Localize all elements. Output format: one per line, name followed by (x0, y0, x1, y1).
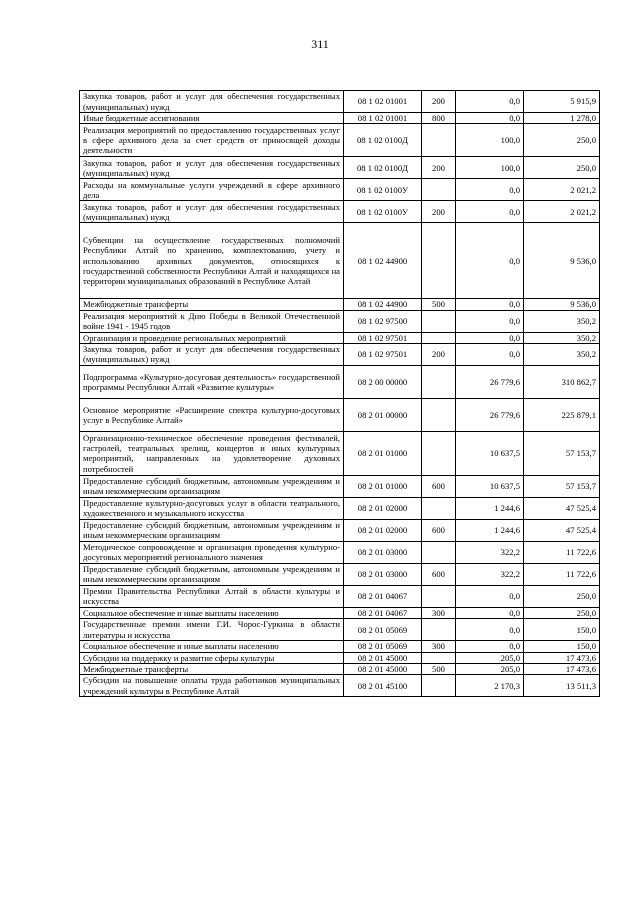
budget-item-name: Субвенции на осуществление государственных полномочий Республики Алтай по хранению, комплектованию, учету и использованию архивных документов, относящихся к государственной собственности Республики Алтай и находящихся на территории муниципальных образований в Республике Алтай (80, 223, 344, 299)
amount-column-1: 26 779,6 (456, 365, 524, 398)
amount-column-1: 0,0 (456, 223, 524, 299)
budget-table (79, 90, 600, 697)
expense-type-code: 300 (422, 641, 456, 652)
table-row (80, 475, 600, 497)
expense-type-code: 200 (422, 157, 456, 179)
table-row (80, 497, 600, 519)
amount-column-1: 0,0 (456, 332, 524, 343)
amount-column-1: 10 637,5 (456, 431, 524, 475)
amount-column-2: 47 525,4 (524, 519, 600, 541)
expense-type-code (422, 652, 456, 663)
budget-classification-code: 08 2 01 45000 (344, 663, 422, 674)
budget-classification-code: 08 2 01 01000 (344, 431, 422, 475)
amount-column-2: 350,2 (524, 343, 600, 365)
expense-type-code (422, 431, 456, 475)
amount-column-1: 0,0 (456, 343, 524, 365)
budget-item-name: Закупка товаров, работ и услуг для обеспечения государственных (муниципальных) нужд (80, 157, 344, 179)
table-row (80, 652, 600, 663)
table-row (80, 365, 600, 398)
amount-column-2: 250,0 (524, 585, 600, 607)
amount-column-2: 9 536,0 (524, 299, 600, 310)
table-row (80, 223, 600, 299)
amount-column-1: 10 637,5 (456, 475, 524, 497)
table-row (80, 563, 600, 585)
expense-type-code (422, 497, 456, 519)
budget-classification-code: 08 2 01 03000 (344, 541, 422, 563)
table-row (80, 179, 600, 201)
budget-item-name: Организационно-техническое обеспечение проведения фестивалей, гастролей, театральных зрелищ, концертов и иных культурных мероприятий, направленных на удовлетворение духовных потребностей (80, 431, 344, 475)
amount-column-1: 0,0 (456, 641, 524, 652)
budget-item-name: Организация и проведение региональных мероприятий (80, 332, 344, 343)
amount-column-2: 9 536,0 (524, 223, 600, 299)
amount-column-2: 225 879,1 (524, 398, 600, 431)
budget-classification-code: 08 1 02 0100У (344, 179, 422, 201)
amount-column-1: 26 779,6 (456, 398, 524, 431)
budget-item-name: Премии Правительства Республики Алтай в области культуры и искусства (80, 585, 344, 607)
budget-table-body (80, 91, 600, 697)
table-row (80, 398, 600, 431)
budget-item-name: Закупка товаров, работ и услуг для обеспечения государственных (муниципальных) нужд (80, 343, 344, 365)
table-row (80, 113, 600, 124)
amount-column-2: 57 153,7 (524, 431, 600, 475)
amount-column-1: 2 170,3 (456, 675, 524, 697)
budget-classification-code: 08 2 01 05069 (344, 641, 422, 652)
budget-item-name: Реализация мероприятий по предоставлению государственных услуг в сфере архивного дела за счет средств от приносящей доходы деятельности (80, 124, 344, 157)
amount-column-1: 0,0 (456, 91, 524, 113)
expense-type-code: 300 (422, 607, 456, 618)
amount-column-1: 100,0 (456, 157, 524, 179)
amount-column-1: 0,0 (456, 179, 524, 201)
budget-classification-code: 08 2 01 04067 (344, 607, 422, 618)
amount-column-1: 0,0 (456, 299, 524, 310)
budget-classification-code: 08 1 02 0100Д (344, 157, 422, 179)
amount-column-1: 205,0 (456, 663, 524, 674)
amount-column-2: 17 473,6 (524, 663, 600, 674)
amount-column-1: 0,0 (456, 585, 524, 607)
amount-column-1: 0,0 (456, 310, 524, 332)
amount-column-2: 150,0 (524, 641, 600, 652)
budget-item-name: Межбюджетные трансферты (80, 299, 344, 310)
budget-item-name: Основное мероприятие «Расширение спектра культурно-досуговых услуг в Республике Алтай» (80, 398, 344, 431)
expense-type-code (422, 585, 456, 607)
budget-classification-code: 08 1 02 0100У (344, 201, 422, 223)
budget-item-name: Закупка товаров, работ и услуг для обеспечения государственных (муниципальных) нужд (80, 201, 344, 223)
amount-column-1: 1 244,6 (456, 519, 524, 541)
amount-column-2: 5 915,9 (524, 91, 600, 113)
budget-classification-code: 08 2 01 00000 (344, 398, 422, 431)
expense-type-code (422, 310, 456, 332)
expense-type-code: 200 (422, 201, 456, 223)
amount-column-2: 250,0 (524, 157, 600, 179)
amount-column-2: 13 511,3 (524, 675, 600, 697)
amount-column-1: 322,2 (456, 541, 524, 563)
amount-column-2: 350,2 (524, 332, 600, 343)
table-row (80, 607, 600, 618)
table-row (80, 124, 600, 157)
expense-type-code (422, 619, 456, 641)
table-row (80, 343, 600, 365)
budget-item-name: Подпрограмма «Культурно-досуговая деятельность» государственной программы Республики Алтай «Развитие культуры» (80, 365, 344, 398)
table-row (80, 585, 600, 607)
budget-item-name: Расходы на коммунальные услуги учреждений в сфере архивного дела (80, 179, 344, 201)
budget-classification-code: 08 1 02 97501 (344, 332, 422, 343)
expense-type-code (422, 124, 456, 157)
expense-type-code (422, 541, 456, 563)
budget-item-name: Межбюджетные трансферты (80, 663, 344, 674)
expense-type-code (422, 365, 456, 398)
budget-classification-code: 08 2 01 05069 (344, 619, 422, 641)
expense-type-code (422, 675, 456, 697)
budget-item-name: Предоставление культурно-досуговых услуг в области театрального, художественного и музыкального искусства (80, 497, 344, 519)
amount-column-1: 322,2 (456, 563, 524, 585)
amount-column-2: 310 862,7 (524, 365, 600, 398)
amount-column-1: 0,0 (456, 607, 524, 618)
table-row (80, 310, 600, 332)
budget-classification-code: 08 1 02 44900 (344, 299, 422, 310)
expense-type-code: 500 (422, 663, 456, 674)
table-row (80, 519, 600, 541)
page-number: 311 (311, 37, 329, 51)
budget-classification-code: 08 1 02 97500 (344, 310, 422, 332)
expense-type-code (422, 332, 456, 343)
table-row (80, 663, 600, 674)
budget-item-name: Предоставление субсидий бюджетным, автономным учреждениям и иным некоммерческим организациям (80, 519, 344, 541)
amount-column-1: 1 244,6 (456, 497, 524, 519)
budget-item-name: Реализация мероприятий к Дню Победы в Великой Отечественной войне 1941 - 1945 годов (80, 310, 344, 332)
table-row (80, 541, 600, 563)
table-row (80, 675, 600, 697)
budget-classification-code: 08 2 01 45100 (344, 675, 422, 697)
table-row (80, 641, 600, 652)
table-row (80, 157, 600, 179)
table-row (80, 299, 600, 310)
budget-item-name: Государственные премии имени Г.И. Чорос-Гуркина в области литературы и искусства (80, 619, 344, 641)
budget-item-name: Предоставление субсидий бюджетным, автономным учреждениям и иным некоммерческим организациям (80, 563, 344, 585)
amount-column-1: 0,0 (456, 113, 524, 124)
amount-column-2: 150,0 (524, 619, 600, 641)
table-row (80, 619, 600, 641)
expense-type-code (422, 398, 456, 431)
budget-classification-code: 08 1 02 0100Д (344, 124, 422, 157)
budget-classification-code: 08 1 02 01001 (344, 91, 422, 113)
expense-type-code: 600 (422, 519, 456, 541)
table-row (80, 201, 600, 223)
budget-classification-code: 08 2 01 02000 (344, 497, 422, 519)
amount-column-2: 350,2 (524, 310, 600, 332)
table-row (80, 431, 600, 475)
table-row (80, 332, 600, 343)
budget-classification-code: 08 2 01 45000 (344, 652, 422, 663)
amount-column-2: 57 153,7 (524, 475, 600, 497)
budget-classification-code: 08 2 01 04067 (344, 585, 422, 607)
budget-item-name: Закупка товаров, работ и услуг для обеспечения государственных (муниципальных) нужд (80, 91, 344, 113)
amount-column-2: 11 722,6 (524, 541, 600, 563)
budget-item-name: Иные бюджетные ассигнования (80, 113, 344, 124)
budget-classification-code: 08 2 01 01000 (344, 475, 422, 497)
amount-column-2: 17 473,6 (524, 652, 600, 663)
amount-column-2: 2 021,2 (524, 179, 600, 201)
amount-column-2: 11 722,6 (524, 563, 600, 585)
budget-classification-code: 08 1 02 97501 (344, 343, 422, 365)
budget-classification-code: 08 2 01 03000 (344, 563, 422, 585)
expense-type-code: 200 (422, 91, 456, 113)
amount-column-2: 250,0 (524, 124, 600, 157)
budget-item-name: Субсидии на повышение оплаты труда работников муниципальных учреждений культуры в Республике Алтай (80, 675, 344, 697)
budget-item-name: Предоставление субсидий бюджетным, автономным учреждениям и иным некоммерческим организациям (80, 475, 344, 497)
expense-type-code: 500 (422, 299, 456, 310)
amount-column-2: 2 021,2 (524, 201, 600, 223)
expense-type-code (422, 223, 456, 299)
expense-type-code: 200 (422, 343, 456, 365)
expense-type-code: 800 (422, 113, 456, 124)
amount-column-1: 0,0 (456, 201, 524, 223)
amount-column-2: 250,0 (524, 607, 600, 618)
budget-classification-code: 08 2 00 00000 (344, 365, 422, 398)
expense-type-code (422, 179, 456, 201)
amount-column-1: 0,0 (456, 619, 524, 641)
budget-item-name: Социальное обеспечение и иные выплаты населению (80, 641, 344, 652)
budget-classification-code: 08 1 02 44900 (344, 223, 422, 299)
budget-item-name: Субсидии на поддержку и развитие сферы культуры (80, 652, 344, 663)
expense-type-code: 600 (422, 475, 456, 497)
amount-column-2: 1 278,0 (524, 113, 600, 124)
budget-item-name: Методическое сопровождение и организация проведения культурно-досуговых мероприятий регионального значения (80, 541, 344, 563)
amount-column-1: 205,0 (456, 652, 524, 663)
budget-item-name: Социальное обеспечение и иные выплаты населению (80, 607, 344, 618)
budget-classification-code: 08 1 02 01001 (344, 113, 422, 124)
budget-classification-code: 08 2 01 02000 (344, 519, 422, 541)
amount-column-2: 47 525,4 (524, 497, 600, 519)
expense-type-code: 600 (422, 563, 456, 585)
table-row (80, 91, 600, 113)
amount-column-1: 100,0 (456, 124, 524, 157)
